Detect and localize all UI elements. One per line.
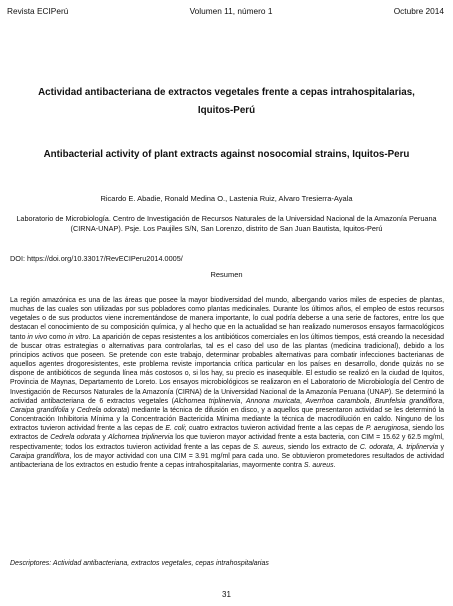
affiliation: Laboratorio de Microbiología. Centro de Investigación de Recursos Naturales de la Universidad Nacional de la Amazonía Peruana (CIRNA-UNAP). Psje. Los Paujiles S/N, San Lorenzo, distrito de San Juan Bautista, Iquitos-Perú: [16, 214, 437, 233]
abstract-text: , siendo los extractos de: [10, 425, 444, 442]
species-name: Alchornea triplinervia: [173, 397, 241, 405]
species-name: S. aureus: [253, 443, 284, 451]
species-name: Caraipa grandiflora: [10, 452, 70, 460]
keywords: Descriptores: Actividad antibacteriana, extractos vegetales, cepas intrahospitalarias: [10, 560, 269, 567]
species-name: Brunfelsia grandiflora: [374, 397, 443, 405]
abstract-text: y: [438, 443, 444, 451]
abstract-text: ,: [299, 397, 306, 405]
species-name: Cedrela odorata: [76, 406, 127, 414]
abstract-text: los que tuvieron mayor actividad frente a esta bacteria, con CIM = 15.62 y 62.5 mg/ml, respectivamente; todos los extractos tuvieron actividad frente a las cepas de: [10, 434, 444, 451]
abstract-text: ,: [240, 397, 246, 405]
species-name: S. aureus: [303, 461, 334, 469]
abstract-text: ,: [369, 397, 375, 405]
abstract-text: La región amazónica es una de las áreas que posee la mayor biodiversidad del mundo, albergando varios miles de especies de plantas, muchas de las cuales son utilizadas por sus pobladores como plantas medicinales. Durante los últimos años, el empleo de estos recursos vegetales o de sus productos viene incrementándose de manera importante, lo cual podría deberse a una serie de factores, entre los que destacan el conocimiento de su composición química, y al hecho que en la actualidad se han realizado numerosos ensayos farmacológicos tanto: [10, 297, 444, 341]
running-header: [7, 5, 444, 17]
species-name: P. aeruginosa: [365, 425, 409, 433]
journal-name: Revista ECIPerú: [7, 6, 69, 16]
species-name: Annona muricata: [245, 397, 300, 405]
species-name: Averrhoa carambola: [305, 397, 370, 405]
abstract-text: ,: [392, 443, 398, 451]
doi-link[interactable]: DOI: https://doi.org/10.33017/RevECIPeru2014.0005/: [10, 254, 183, 263]
abstract-term: in vivo: [27, 333, 48, 341]
species-name: Cedrela odorata: [50, 434, 101, 442]
species-name: E. coli: [165, 425, 185, 433]
abstract-text: . La aparición de cepas resistentes a los antibióticos comerciales en los últimos tiempos, está creando la necesidad de buscar otras estrategias o alternativas para controlarlas, tal es el caso del uso de las plantas (medicina tradicional), debido a los principios activos que poseen. Se pretende con este trabajo, determinar probables alternativas para combatir infecciones bacterianas de aquellos agentes drogoresistentes, este problema reviste importancia crítica particular en los países en desarrollo, donde quizás no se dispone de antibióticos de segunda línea más costosos o, si los hay, su precio es inasequible. El estudio se realizó en la ciudad de Iquitos, Provincia de Maynas, Departamento de Loreto. Los ensayos microbiológicos se realizaron en el Laboratorio de Microbiología del Centro de Investigación de Recursos Naturales de la Amazonía (CIRNA) de la Universidad Nacional de la Amazonía Peruana (UNAP). Se determinó la actividad antibacteriana de 6 extractos vegetales (: [10, 333, 445, 405]
abstract-text: .: [333, 461, 336, 469]
abstract-heading: Resumen: [210, 270, 243, 279]
abstract-text: ; cuatro extractos tuvieron actividad frente a las cepas de: [184, 425, 366, 433]
species-name: Caraipa grandifolia: [10, 406, 69, 414]
publication-date: Octubre 2014: [393, 6, 444, 16]
abstract-term: in vitro: [68, 333, 89, 341]
species-name: A. triplinervia: [397, 443, 438, 451]
abstract-text: como: [47, 333, 69, 341]
abstract-text: ) mediante la técnica de difusión en disco, y a aquellos que presentaron actividad se les determinó la Concentración Inhibitoria Mínima y la Concentración Bactericida Mínima mediante la técnica de macrodilución en caldo. Ninguno de los extractos tuvieron actividad frente a las cepas de: [10, 406, 445, 433]
abstract-text: y: [100, 434, 109, 442]
volume-issue: Volumen 11, número 1: [189, 6, 273, 16]
abstract-body: [10, 296, 444, 470]
species-name: C. odorata: [359, 443, 393, 451]
abstract-text: ,: [442, 397, 445, 405]
abstract-text: , siendo los extracto de: [283, 443, 360, 451]
page-number: 31: [222, 590, 231, 599]
title-english: Antibacterial activity of plant extracts against nosocomial strains, Iquitos-Peru: [43, 149, 410, 160]
species-name: Alchornea triplinervia: [108, 434, 174, 442]
author-list: Ricardo E. Abadie, Ronald Medina O., Lastenia Ruiz, Alvaro Tresierra-Ayala: [100, 194, 353, 203]
abstract-text: y: [68, 406, 77, 414]
title-spanish: Actividad antibacteriana de extractos vegetales frente a cepas intrahospitalarias, Iquitos-Perú: [38, 87, 415, 116]
abstract-text: , los de mayor actividad con una CIM = 3.91 mg/ml para cada uno. Se obtuvieron prometedores resultados de actividad antibacteriana de los extractos en estudio frente a cepas intrahospitalarias, mayormente contra: [10, 452, 444, 469]
